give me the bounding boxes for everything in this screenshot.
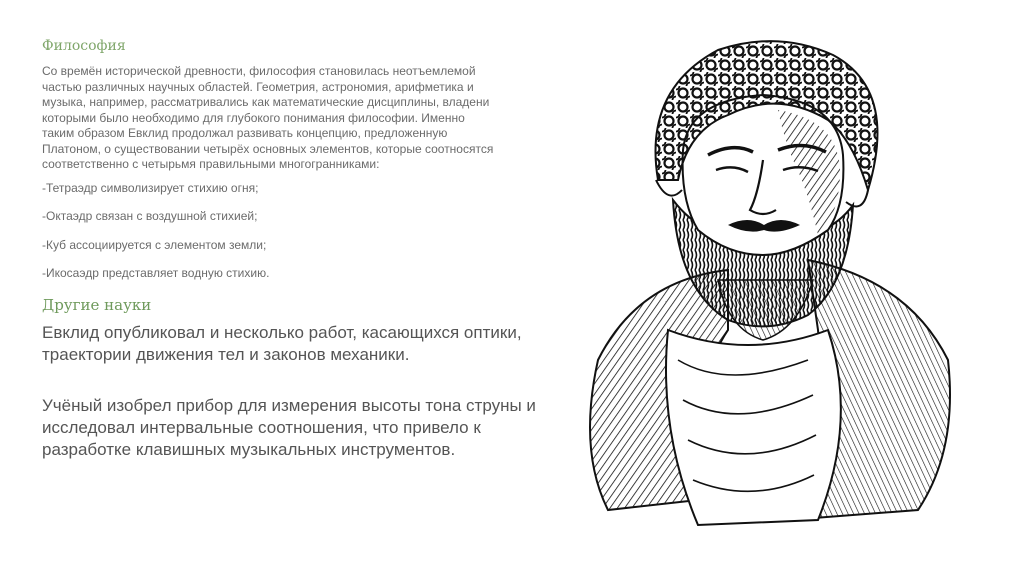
text-column [42, 38, 554, 461]
other-sciences-paragraph-2: Учёный изобрел прибор для измерения высоты тона струны и исследовал интервальные соотношения, что привело к разработке клавишных музыкальных инструментов. [42, 395, 536, 459]
section-title-philosophy: Философия [42, 38, 126, 54]
list-item: -Тетраэдр символизирует стихию огня; [42, 180, 259, 195]
polyhedra-list [42, 181, 554, 282]
list-item: -Икосаэдр представляет водную стихию. [42, 266, 270, 280]
euclid-portrait-image [578, 30, 958, 550]
philosophy-paragraph: Со времён исторической древности, философия становилась неотъемлемой частью различных научных областей. Геометрия, астрономия, арифметика и музыка, например, рассматривались как математические дисциплины, владени которыми было необходимо для глубокого понимания философии. Именно таким образом Евклид продолжал развивать концепцию, предложенную Платоном, о существовании четырёх основных элементов, которые соотносятся соответственно с четырьмя правильными многогранниками: [42, 64, 494, 171]
list-item: -Октаэдр связан с воздушной стихией; [42, 209, 258, 223]
list-item: -Куб ассоциируется с элементом земли; [42, 237, 267, 252]
section-title-other-sciences: Другие науки [42, 295, 152, 314]
other-sciences-paragraph-1: Евклид опубликовал и несколько работ, касающихся оптики, траектории движения тел и законов механики. [42, 322, 522, 364]
